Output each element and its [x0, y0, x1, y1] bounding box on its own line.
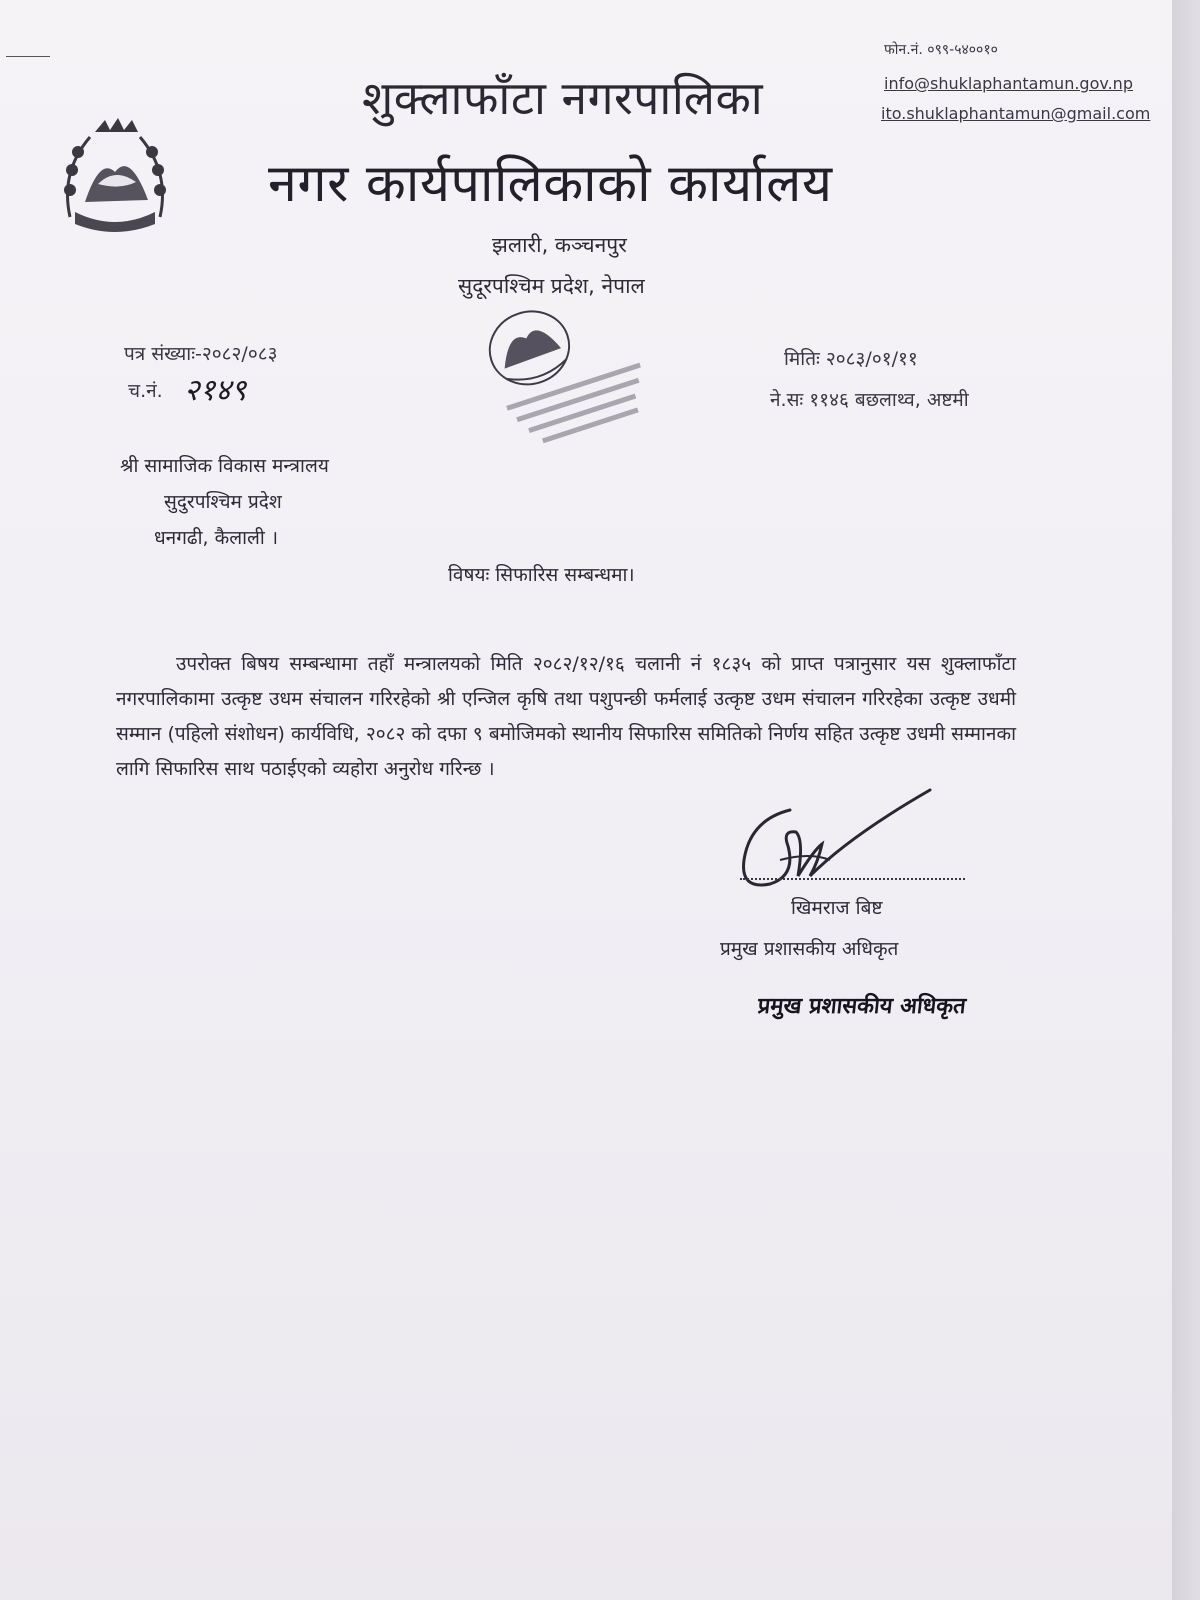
addressee-block — [120, 448, 329, 556]
underlying-paper-edge — [1172, 0, 1200, 1600]
nepal-emblem-icon — [50, 112, 180, 242]
office-address-line2: सुदूरपश्चिम प्रदेश, नेपाल — [458, 274, 645, 298]
designation-stamp: प्रमुख प्रशासकीय अधिकृत — [756, 994, 968, 1019]
addressee-line1: श्री सामाजिक विकास मन्त्रालय — [120, 455, 329, 477]
municipality-name: शुक्लाफाँटा नगरपालिका — [362, 71, 764, 125]
nepal-sambat-date: ने.सः ११४६ बछलाथ्व, अष्टमी — [770, 389, 969, 411]
office-seal-stamp — [478, 290, 653, 450]
letter-reference-number: पत्र संख्याः-२०८२/०८३ — [124, 343, 278, 365]
office-address-line1: झलारी, कञ्चनपुर — [492, 233, 627, 257]
email-link-ito[interactable]: ito.shuklaphantamun@gmail.com — [881, 104, 1151, 123]
signature-line — [740, 878, 965, 880]
office-name: नगर कार्यपालिकाको कार्यालय — [268, 154, 833, 214]
phone-number: फोन.नं. ०९९-५४००१० — [884, 42, 998, 58]
letter-subject: विषयः सिफारिस सम्बन्धमा। — [448, 564, 635, 586]
letter-date: मितिः २०८३/०१/११ — [784, 348, 918, 370]
dispatch-number-label: च.नं. — [128, 380, 163, 402]
signatory-name: खिमराज बिष्ट — [791, 897, 883, 919]
dispatch-number-handwritten: २१४९ — [184, 373, 247, 408]
email-link-info[interactable]: info@shuklaphantamun.gov.np — [884, 74, 1133, 93]
addressee-line3: धनगढी, कैलाली । — [154, 527, 279, 549]
signatory-title: प्रमुख प्रशासकीय अधिकृत — [720, 938, 899, 960]
letter-body: उपरोक्त बिषय सम्बन्धामा तहाँ मन्त्रालयको मिति २०८२/१२/१६ चलानी नं १८३५ को प्राप्त पत्रानुसार यस शुक्लाफाँटा नगरपालिकामा उत्कृष्ट उधम संचालन गरिरहेको श्री एन्जिल कृषि तथा पशुपन्छी फर्मलाई उत्कृष्ट उधम संचालन गरिरहेका उत्कृष्ट उधमी सम्मान (पहिलो संशोधन) कार्यविधि, २०८२ को दफा ९ बमोजिमको स्थानीय सिफारिस समितिको निर्णय सहित उत्कृष्ट उधमी सम्मानका लागि सिफारिस साथ पठाईएको व्यहोरा अनुरोध गरिन्छ । — [116, 653, 1016, 780]
addressee-line2: सुदुरपश्चिम प्रदेश — [164, 491, 282, 513]
corner-mark — [6, 56, 50, 57]
handwritten-signature — [730, 780, 940, 910]
